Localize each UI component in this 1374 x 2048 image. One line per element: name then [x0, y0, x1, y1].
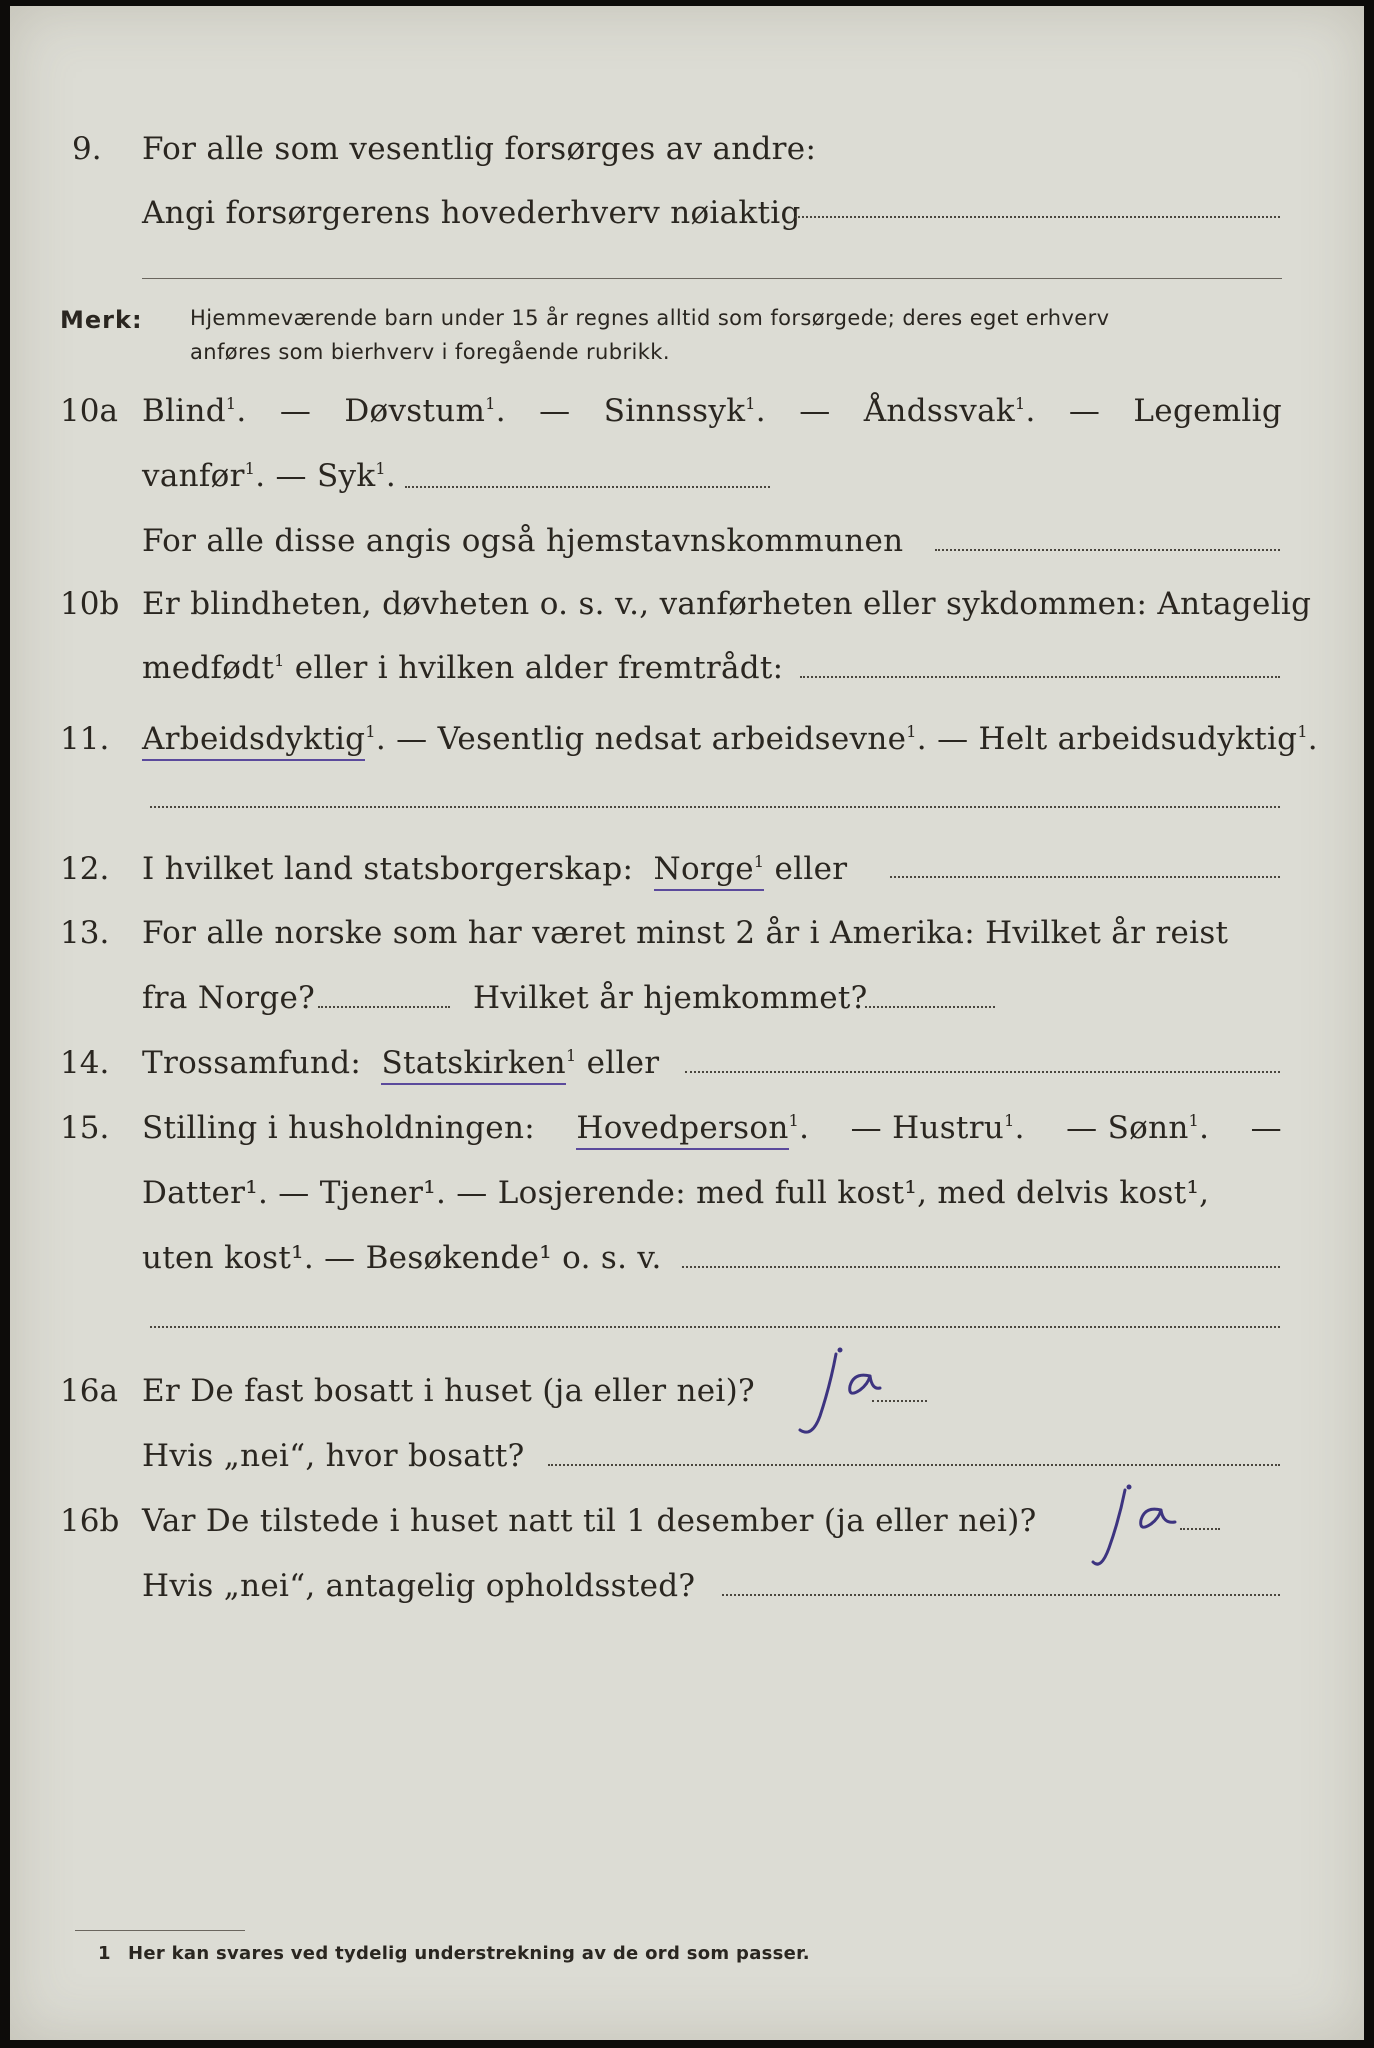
- q10b-number: 10b: [60, 586, 120, 622]
- option-statskirken-underlined[interactable]: Statskirken: [381, 1045, 565, 1085]
- merk-note-line2: anføres som bierhverv i foregående rubrikk.: [190, 340, 670, 364]
- q11-options-line: Arbeidsdyktig$^1$. — Vesentlig nedsat arbeidsevne$^1$. — Helt arbeidsudyktig$^1$.: [142, 724, 1318, 755]
- option-nedsat-arbeidsevne[interactable]: — Vesentlig nedsat arbeidsevne$^1$.: [396, 721, 927, 757]
- q15-line1: Stilling i husholdningen: Hovedperson$^1$. — Hustru$^1$. — Sønn$^1$. —: [142, 1113, 1282, 1144]
- q10a-answer-line[interactable]: [405, 486, 770, 488]
- q9-answer-line[interactable]: [795, 216, 1280, 218]
- q9-number: 9.: [72, 131, 102, 167]
- q16a-question: Er De fast bosatt i huset (ja eller nei)?: [142, 1373, 755, 1409]
- q16b-answer-text: ja: [1085, 1469, 1100, 1488]
- q16b-hvis-nei-label: Hvis „nei“, antagelig opholdssted?: [142, 1568, 696, 1604]
- q13-hjemkommet-line[interactable]: [865, 1006, 995, 1008]
- q9-hovederhverv-label: Angi forsørgerens hovederhverv nøiaktig: [142, 195, 801, 231]
- q14-number: 14.: [60, 1045, 110, 1081]
- merk-label: Merk:: [60, 306, 143, 334]
- q13-reist-year-line[interactable]: [318, 1006, 450, 1008]
- merk-note-line1: Hjemmeværende barn under 15 år regnes alltid som forsørgede; deres eget erhverv: [190, 306, 1110, 330]
- q10a-line2: vanfør$^1$. — Syk$^1$.: [142, 458, 397, 494]
- q10a-number: 10a: [60, 393, 118, 429]
- q16b-answer-line[interactable]: [1180, 1528, 1220, 1530]
- q15-answer-line[interactable]: [682, 1266, 1280, 1268]
- q16a-answer-text: ja: [790, 1331, 805, 1350]
- q16a-hvis-nei-label: Hvis „nei“, hvor bosatt?: [142, 1438, 525, 1474]
- q12-answer-line[interactable]: [890, 876, 1280, 878]
- option-legemlig[interactable]: Legemlig: [1133, 393, 1282, 429]
- q10b-line2: medfødt$^1$ eller i hvilken alder fremtrådt:: [142, 650, 784, 686]
- q9-answer-line-2[interactable]: [142, 278, 1282, 279]
- q16a-bosatt-line[interactable]: [548, 1464, 1280, 1466]
- option-arbeidsdyktig-underlined[interactable]: Arbeidsdyktig: [142, 721, 365, 761]
- q11-answer-line[interactable]: [150, 806, 1280, 808]
- option-norge-underlined[interactable]: Norge$^1$: [654, 851, 765, 891]
- option-blind[interactable]: Blind$^1$.: [142, 393, 247, 429]
- q13-fra-norge-label: fra Norge?: [142, 980, 316, 1016]
- q10a-hjemstavn-line[interactable]: [935, 549, 1280, 551]
- q10b-answer-line[interactable]: [800, 676, 1280, 678]
- q12-number: 12.: [60, 851, 110, 887]
- q16b-question: Var De tilstede i huset natt til 1 desember (ja eller nei)?: [142, 1503, 1037, 1539]
- q14-line: Trossamfund: Statskirken$^1$ eller: [142, 1048, 659, 1079]
- option-medfodt[interactable]: medfødt$^1$: [142, 650, 285, 686]
- footnote-separator: [75, 1930, 245, 1931]
- q16b-opholdssted-line[interactable]: [722, 1594, 1280, 1596]
- q13-number: 13.: [60, 915, 110, 951]
- q15-answer-line-2[interactable]: [150, 1326, 1280, 1328]
- q13-hjemkommet-label: Hvilket år hjemkommet?: [473, 980, 868, 1016]
- option-sonn[interactable]: — Sønn$^1$.: [1066, 1110, 1210, 1146]
- q16a-answer-line[interactable]: [872, 1400, 927, 1402]
- q9-text: For alle som vesentlig forsørges av andre:: [142, 131, 817, 167]
- q16a-number: 16a: [60, 1373, 118, 1409]
- option-arbeidsudyktig[interactable]: — Helt arbeidsudyktig$^1$.: [937, 721, 1318, 757]
- option-hovedperson-underlined[interactable]: Hovedperson: [576, 1110, 788, 1150]
- q10a-options-line: Blind$^1$. — Døvstum$^1$. — Sinnssyk$^1$. — Åndssvak$^1$. — Legemlig: [142, 393, 1282, 429]
- q14-answer-line[interactable]: [685, 1071, 1280, 1073]
- option-vanfor[interactable]: vanfør$^1$.: [142, 458, 266, 494]
- q13-line1: For alle norske som har været minst 2 år i Amerika: Hvilket år reist: [142, 915, 1229, 951]
- footnote-mark: 1: [98, 1943, 111, 1964]
- q10a-hjemstavn-label: For alle disse angis også hjemstavnskommunen: [142, 523, 904, 559]
- option-hustru[interactable]: — Hustru$^1$.: [850, 1110, 1025, 1146]
- footnote-text: Her kan svares ved tydelig understrekning av de ord som passer.: [128, 1943, 810, 1964]
- q10b-line1: Er blindheten, døvheten o. s. v., vanførheten eller sykdommen: Antagelig: [142, 586, 1312, 622]
- q16a-handwritten-answer[interactable]: [790, 1331, 900, 1446]
- census-form-page: [10, 6, 1364, 2040]
- option-syk[interactable]: Syk$^1$.: [316, 458, 397, 494]
- option-andssvak[interactable]: Åndssvak$^1$.: [863, 393, 1036, 429]
- q15-number: 15.: [60, 1110, 110, 1146]
- q15-line2[interactable]: Datter¹. — Tjener¹. — Losjerende: med full kost¹, med delvis kost¹,: [142, 1175, 1210, 1211]
- q16b-number: 16b: [60, 1503, 120, 1539]
- q15-line3[interactable]: uten kost¹. — Besøkende¹ o. s. v.: [142, 1240, 662, 1276]
- q16b-handwritten-answer[interactable]: [1085, 1469, 1195, 1584]
- q11-number: 11.: [60, 721, 110, 757]
- option-sinnssyk[interactable]: Sinnssyk$^1$.: [603, 393, 766, 429]
- q12-line: I hvilket land statsborgerskap: Norge$^1$ eller: [142, 854, 847, 885]
- option-dovstum[interactable]: Døvstum$^1$.: [344, 393, 506, 429]
